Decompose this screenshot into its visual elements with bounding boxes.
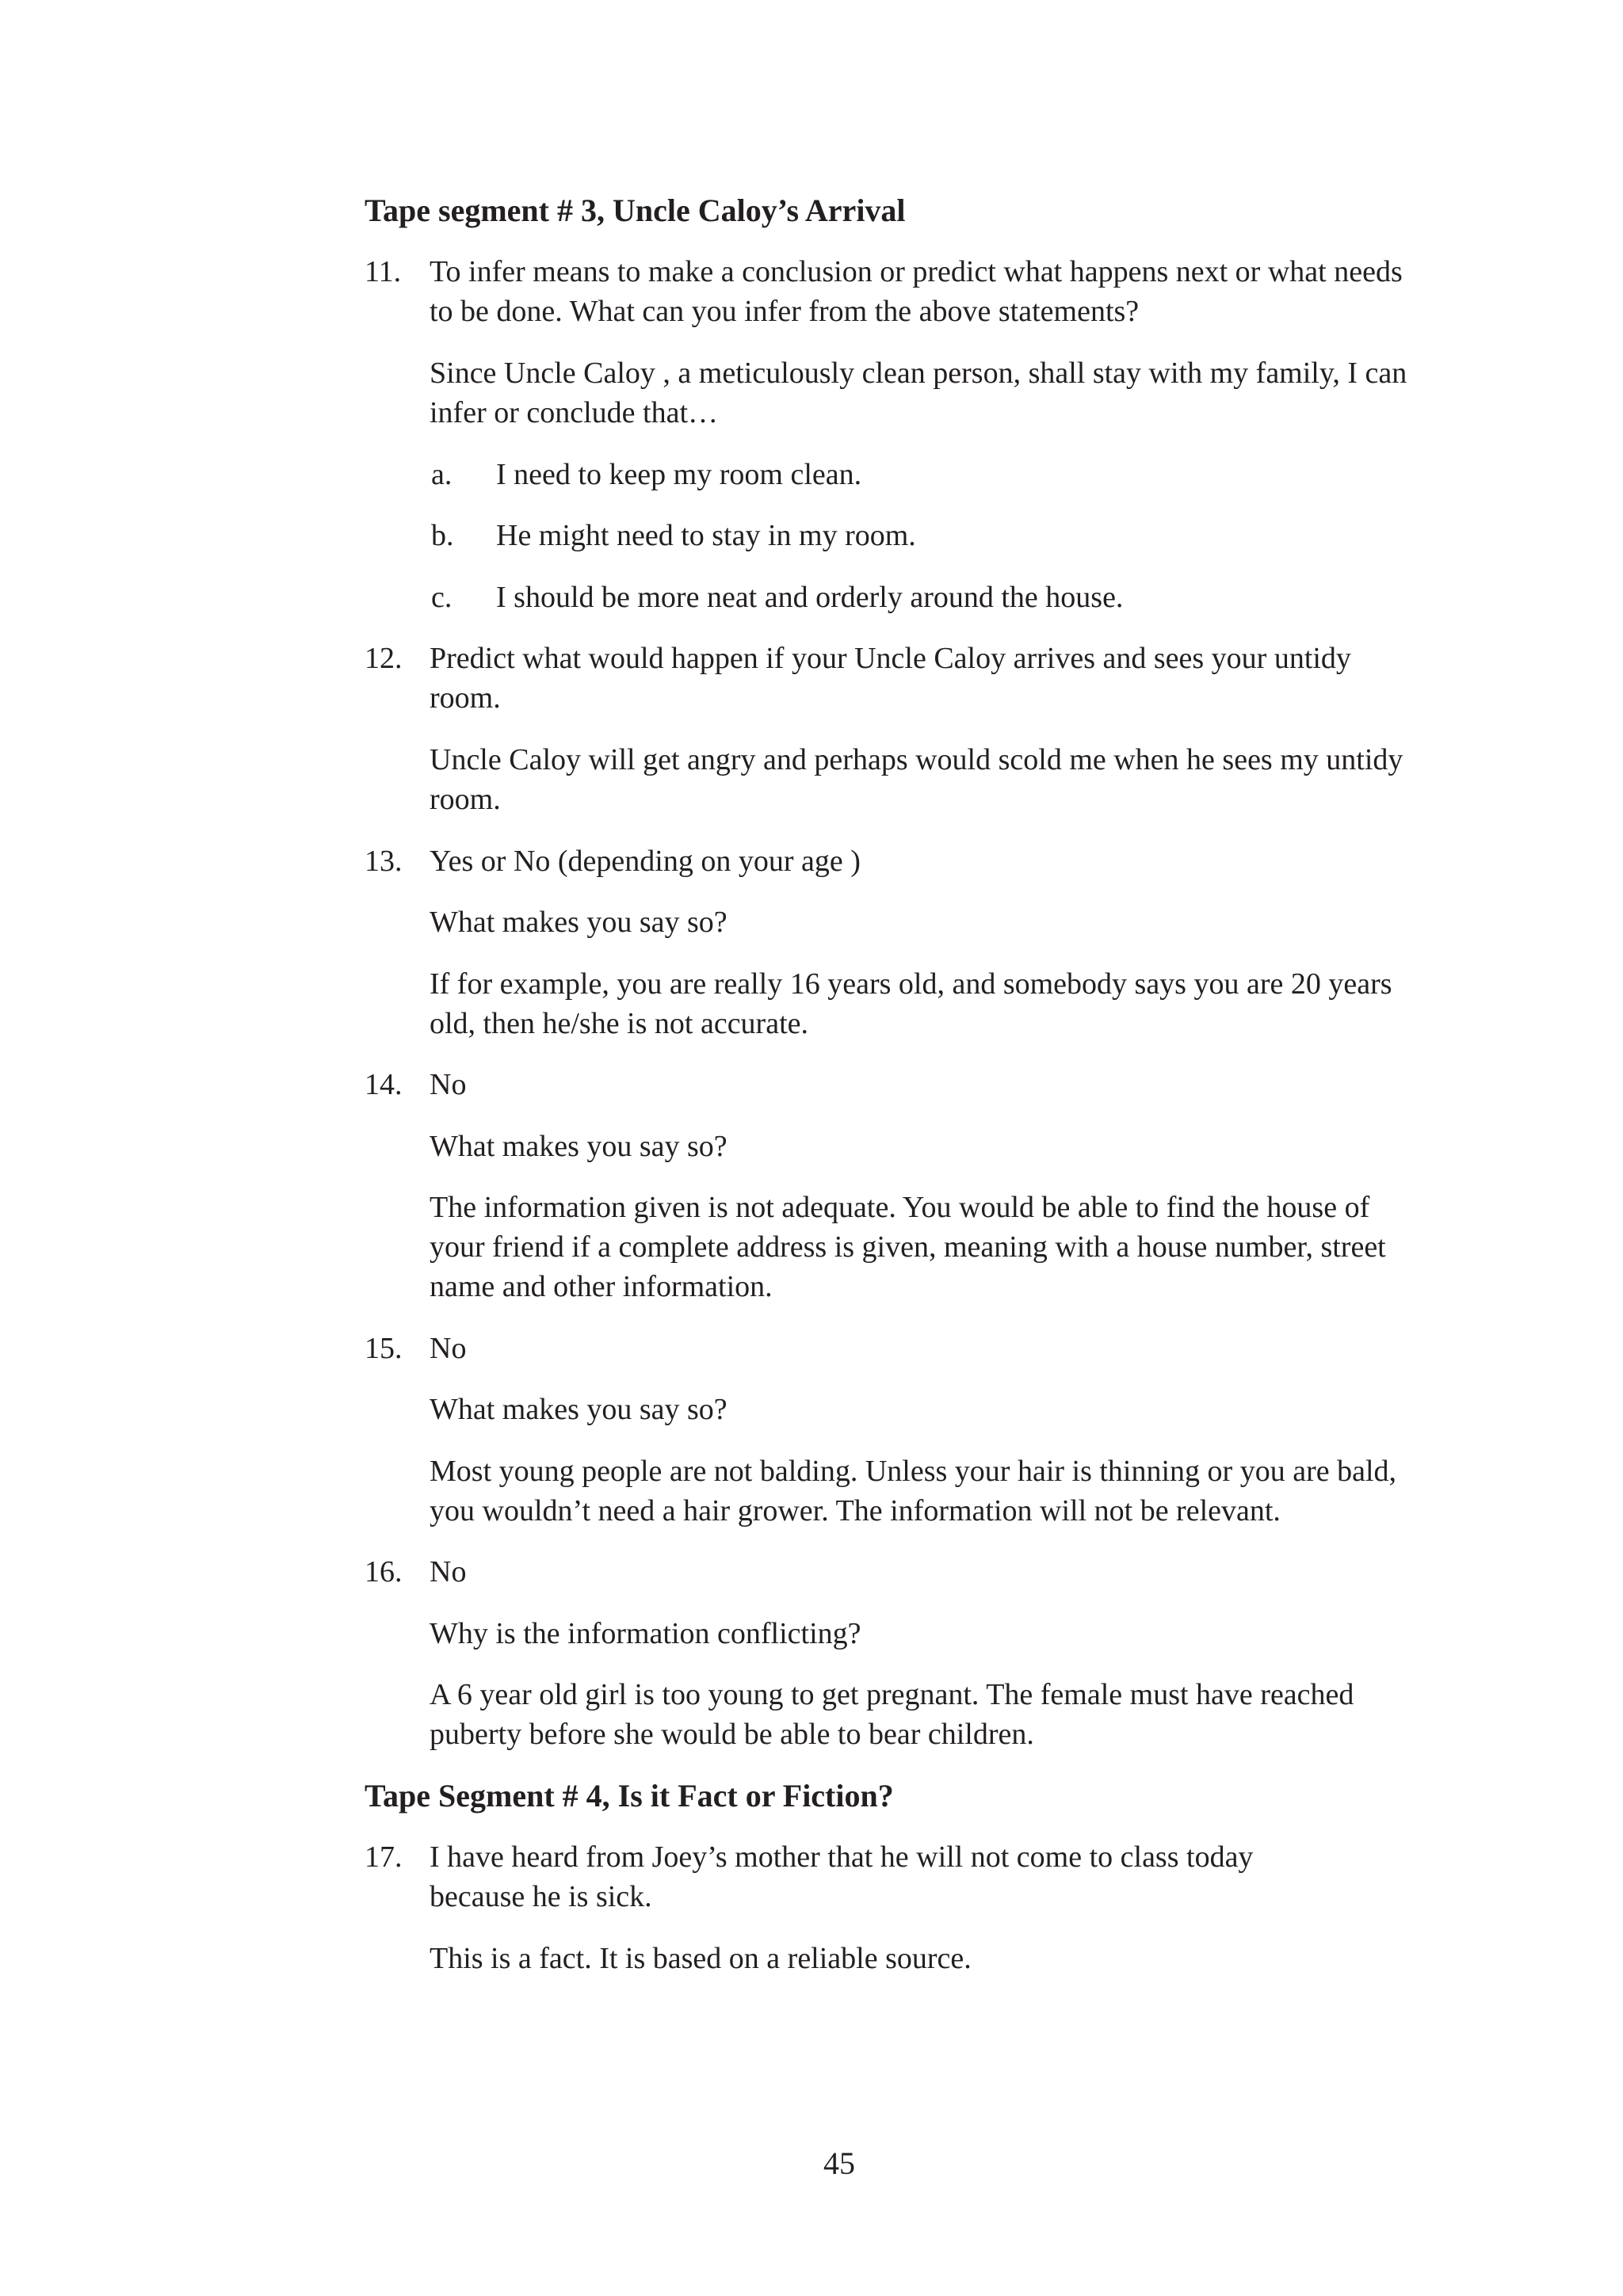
answer-11-line1: Since Uncle Caloy , a meticulously clean person, shall stay with my family, I can: [430, 357, 1407, 390]
statement-17-line1: I have heard from Joey’s mother that he will not come to class today: [430, 1840, 1254, 1874]
question-13-number: 13.: [365, 845, 403, 878]
statement-17-line2: because he is sick.: [430, 1880, 652, 1913]
answer-11-line2: infer or conclude that…: [430, 396, 719, 429]
question-16-number: 16.: [365, 1555, 403, 1589]
option-c-text: I should be more neat and orderly around the house.: [496, 581, 1124, 614]
answer-12-line2: room.: [430, 783, 501, 816]
segment4-heading: Tape Segment # 4, Is it Fact or Fiction?: [365, 1778, 894, 1814]
explanation-16-line2: puberty before she would be able to bear children.: [430, 1718, 1034, 1751]
prompt-16: Why is the information conflicting?: [430, 1617, 861, 1650]
segment3-heading: Tape segment # 3, Uncle Caloy’s Arrival: [365, 193, 906, 228]
prompt-13: What makes you say so?: [430, 906, 727, 939]
prompt-14: What makes you say so?: [430, 1130, 727, 1163]
explanation-13-line2: old, then he/she is not accurate.: [430, 1007, 809, 1040]
option-a-letter: a.: [431, 458, 453, 491]
prompt-15: What makes you say so?: [430, 1393, 727, 1426]
option-c-letter: c.: [431, 581, 453, 614]
explanation-14-line1: The information given is not adequate. You would be able to find the house of: [430, 1191, 1370, 1224]
question-12-line2: room.: [430, 681, 501, 715]
question-11-line2: to be done. What can you infer from the above statements?: [430, 295, 1140, 328]
answer-12-line1: Uncle Caloy will get angry and perhaps would scold me when he sees my untidy: [430, 743, 1403, 776]
explanation-16-line1: A 6 year old girl is too young to get pregnant. The female must have reached: [430, 1678, 1354, 1711]
option-a-text: I need to keep my room clean.: [496, 458, 862, 491]
answer-16: No: [430, 1555, 467, 1589]
option-b-letter: b.: [431, 519, 454, 552]
page-number: 45: [823, 2145, 855, 2181]
explanation-13-line1: If for example, you are really 16 years old, and somebody says you are 20 years: [430, 967, 1392, 1001]
answer-15: No: [430, 1332, 467, 1365]
explanation-15-line1: Most young people are not balding. Unless your hair is thinning or you are bald,: [430, 1455, 1397, 1488]
answer-14: No: [430, 1068, 467, 1101]
question-11-number: 11.: [365, 255, 402, 288]
answer-17: This is a fact. It is based on a reliable source.: [430, 1942, 972, 1975]
question-12-line1: Predict what would happen if your Uncle Caloy arrives and sees your untidy: [430, 642, 1351, 675]
explanation-14-line2: your friend if a complete address is given, meaning with a house number, street: [430, 1230, 1386, 1264]
question-11-line1: To infer means to make a conclusion or predict what happens next or what needs: [430, 255, 1403, 288]
question-12-number: 12.: [365, 642, 403, 675]
option-b-text: He might need to stay in my room.: [496, 519, 916, 552]
explanation-15-line2: you wouldn’t need a hair grower. The information will not be relevant.: [430, 1494, 1281, 1527]
question-17-number: 17.: [365, 1840, 403, 1874]
question-15-number: 15.: [365, 1332, 403, 1365]
answer-13: Yes or No (depending on your age ): [430, 845, 861, 878]
explanation-14-line3: name and other information.: [430, 1270, 773, 1303]
question-14-number: 14.: [365, 1068, 403, 1101]
